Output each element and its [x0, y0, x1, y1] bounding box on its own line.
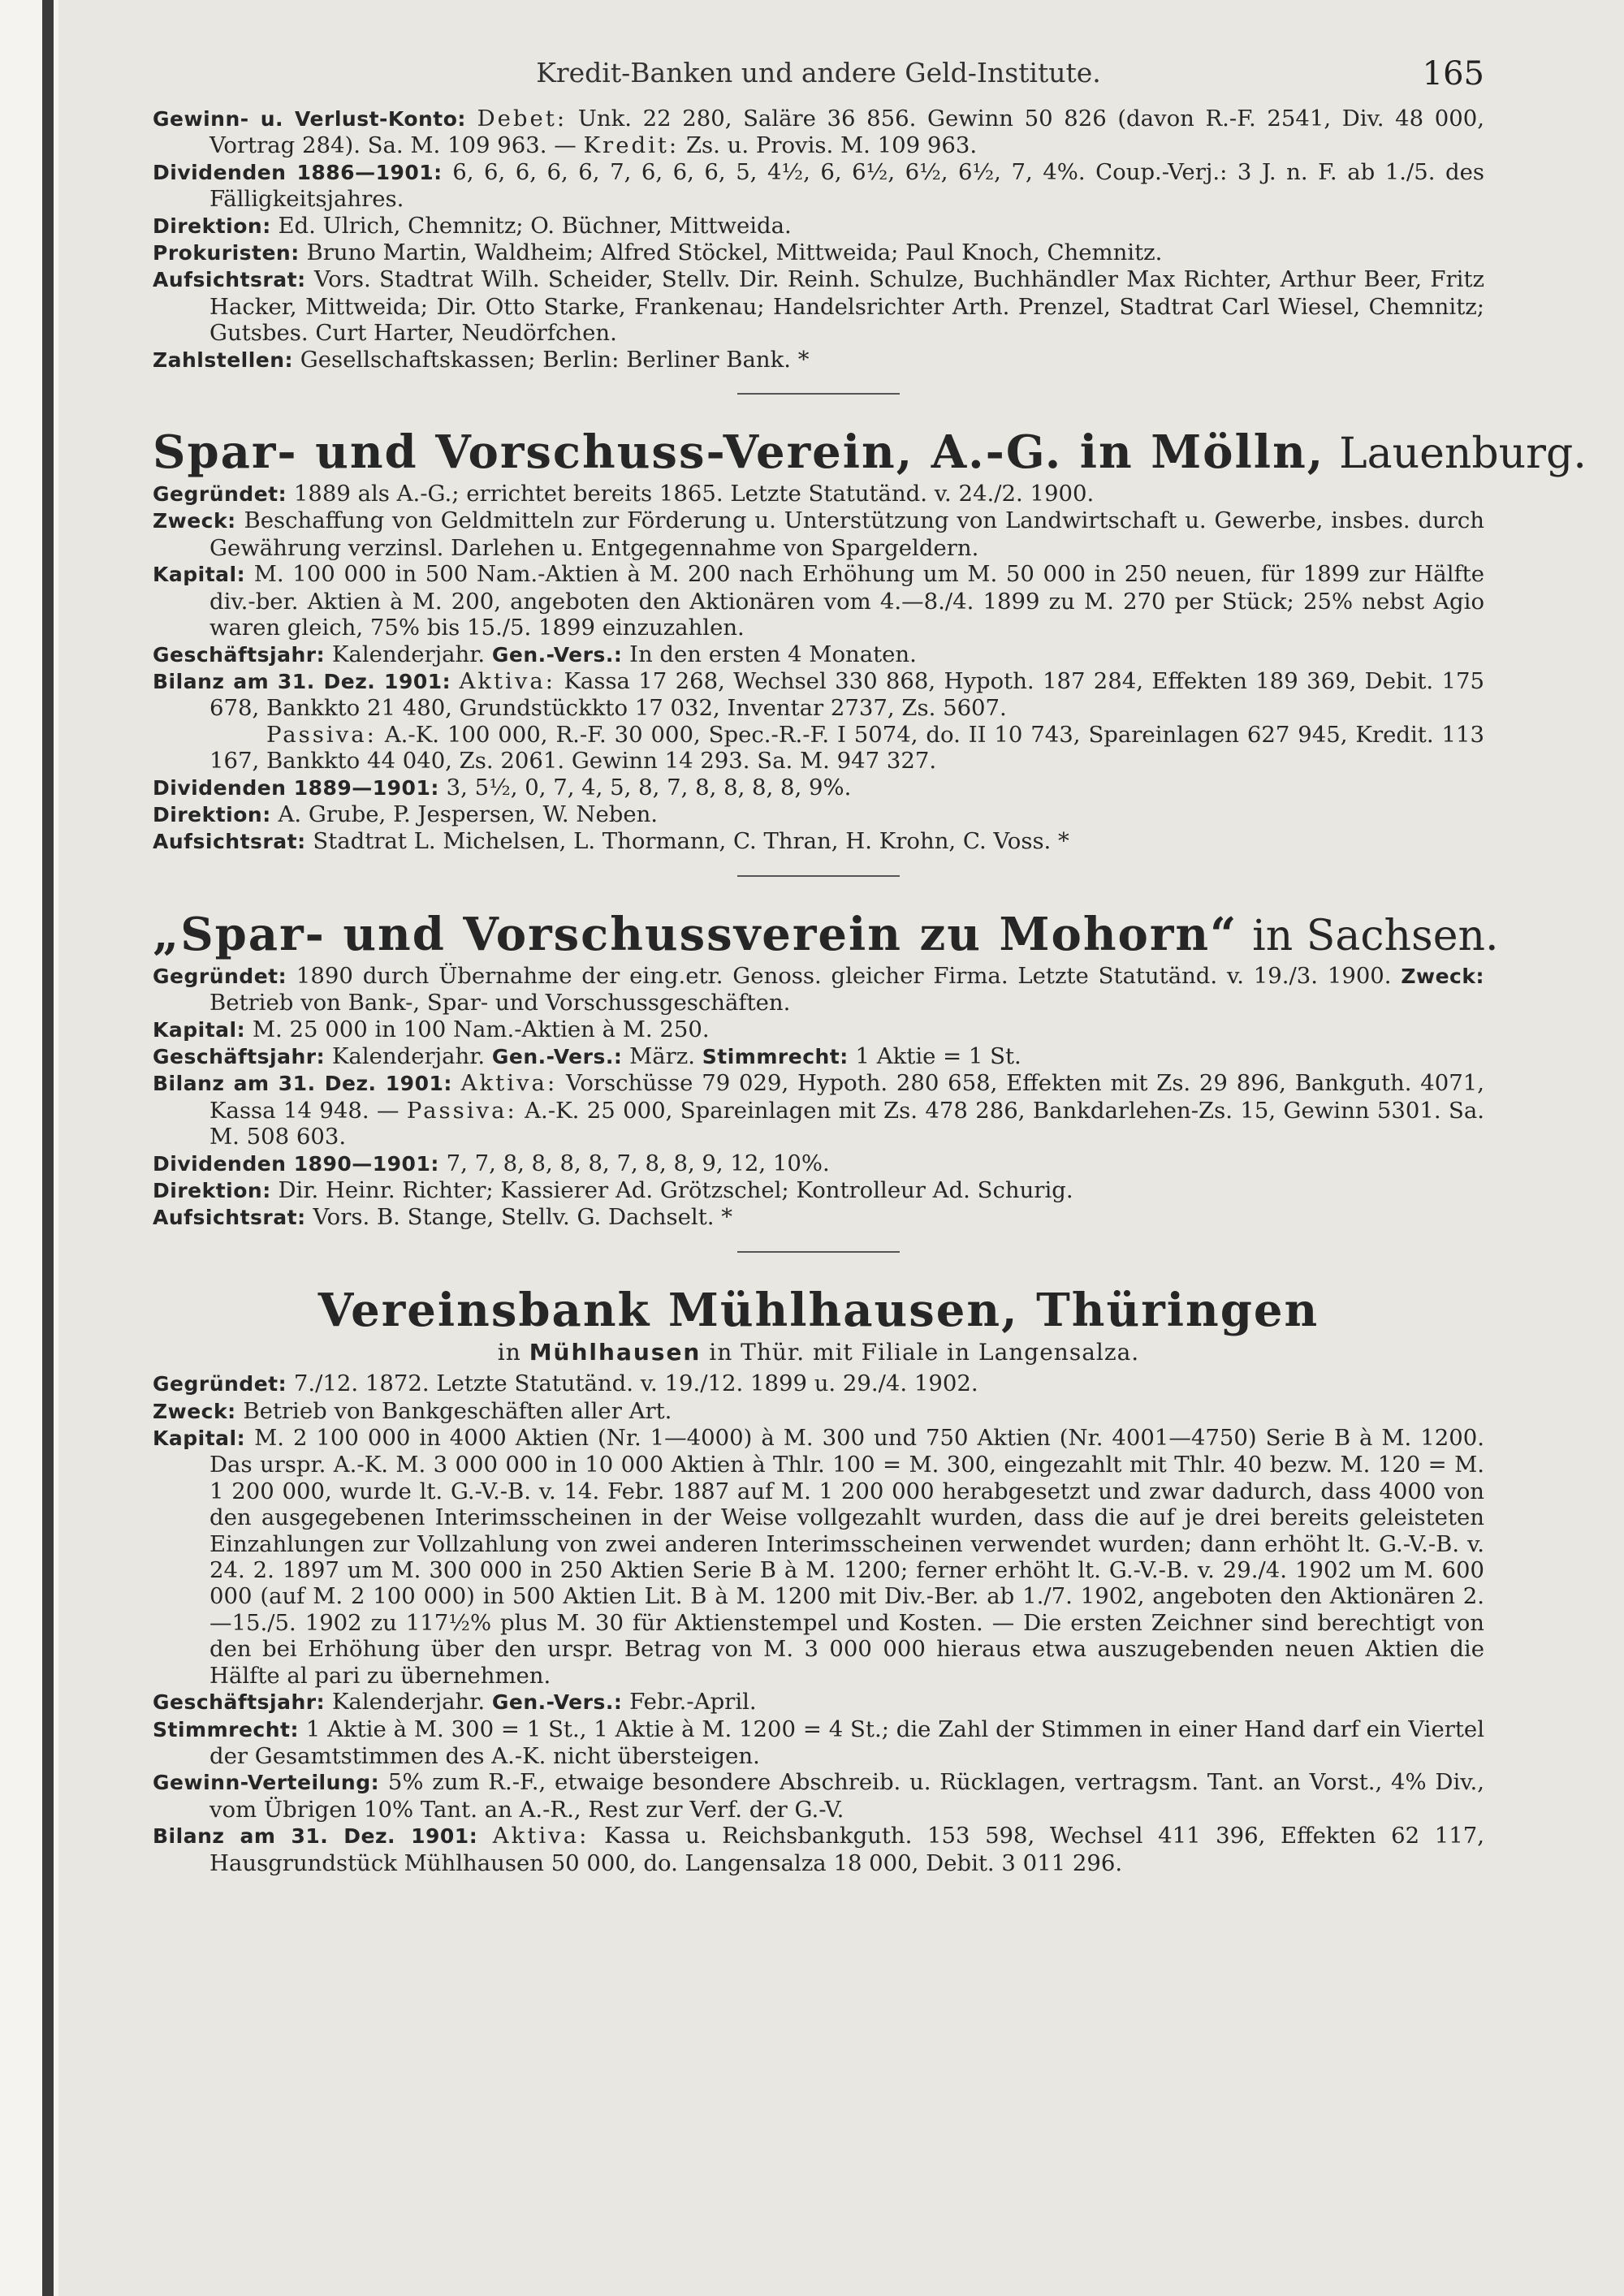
- stimmrecht: Stimmrecht: 1 Aktie à M. 300 = 1 St., 1 Aktie à M. 1200 = 4 St.; die Zahl der Stimmen in einer Hand darf ein Viertel der Gesamtstimmen des A.-K. nicht übersteigen.: [153, 1716, 1484, 1769]
- entry-mohorn: [153, 907, 1499, 1232]
- entry-title: Vereinsbank Mühlhausen, Thüringen: [317, 1283, 1320, 1337]
- gegruendet: Gegründet: 7./12. 1872. Letzte Statutänd. v. 19./12. 1899 u. 29./4. 1902.: [153, 1370, 978, 1397]
- aufsichtsrat: Aufsichtsrat: Vors. B. Stange, Stellv. G. Dachselt. *: [153, 1204, 733, 1231]
- geschaeftsjahr: Geschäftsjahr: Kalenderjahr. Gen.-Vers.: In den ersten 4 Monaten.: [153, 641, 917, 667]
- entry-muehlhausen: [153, 1284, 1484, 1876]
- entry-continuation: [153, 106, 1484, 373]
- page-number: 165: [1422, 55, 1484, 93]
- geschaeftsjahr: Geschäftsjahr: Kalenderjahr. Gen.-Vers.: März. Stimmrecht: 1 Aktie = 1 St.: [153, 1042, 1021, 1069]
- section-divider: [737, 875, 900, 877]
- entry-title: „Spar- und Vorschussverein zu Mohorn“ in Sachsen.: [153, 907, 1499, 961]
- bilanz: Bilanz am 31. Dez. 1901: Aktiva: Vorschüsse 79 029, Hypoth. 280 658, Effekten mit Zs. 29 896, Bankguth. 4071, Kassa 14 948. — Passiva: A.-K. 25 000, Spareinlagen mit Zs. 478 286, Bankdarlehen-Zs. 15, Gewinn 5301. Sa. M. 508 603.: [153, 1070, 1485, 1150]
- geschaeftsjahr: Geschäftsjahr: Kalenderjahr. Gen.-Vers.: Febr.-April.: [153, 1689, 757, 1716]
- zweck: Zweck: Beschaffung von Geldmitteln zur Förderung u. Unterstützung von Landwirtschaft u. Gewerbe, insbes. durch Gewährung verzinsl. Darlehen u. Entgegennahme von Spargeldern.: [153, 507, 1485, 561]
- direktion: Direktion: Dir. Heinr. Richter; Kassierer Ad. Grötzschel; Kontrolleur Ad. Schurig.: [153, 1177, 1073, 1203]
- kapital: Kapital: M. 2 100 000 in 4000 Aktien (Nr. 1—4000) à M. 300 und 750 Aktien (Nr. 4001—4750) Serie B à M. 1200. Das urspr. A.-K. M. 3 000 000 in 10 000 Aktien à Thlr. 100 = M. 300, eingezahlt mit Thlr. 40 bezw. M. 120 = M. 1 200 000, wurde lt. G.-V.-B. v. 14. Febr. 1887 auf M. 1 200 000 herabgesetzt und zwar dadurch, dass 4000 von den ausgegebenen Interimsscheinen in der Weise vollgezahlt wurden, dass die auf je drei bereits geleisteten Einzahlungen zur Vollzahlung von zwei anderen Interimsscheinen verwendet wurden; dann erhöht lt. G.-V.-B. v. 24. 2. 1897 um M. 300 000 in 250 Aktien Serie B à M. 1200; ferner erhöht lt. G.-V.-B. v. 29./4. 1902 um M. 600 000 (auf M. 2 100 000) in 500 Aktien Lit. B à M. 1200 mit Div.-Ber. ab 1./7. 1902, angeboten den Aktionären 2.—15./5. 1902 zu 117½% plus M. 30 für Aktienstempel und Kosten. — Die ersten Zeichner sind berechtigt von den bei Erhöhung über den urspr. Betrag von M. 3 000 000 hieraus etwa auszugebenden neuen Aktien die Hälfte al pari zu übernehmen.: [153, 1425, 1484, 1689]
- prokuristen: Prokuristen: Bruno Martin, Waldheim; Alfred Stöckel, Mittweida; Paul Knoch, Chemnitz.: [153, 240, 1163, 266]
- direktion: Direktion: Ed. Ulrich, Chemnitz; O. Büchner, Mittweida.: [153, 212, 792, 239]
- binding-rule: [42, 0, 54, 2296]
- section-divider: [737, 393, 900, 395]
- aufsichtsrat: Aufsichtsrat: Vors. Stadtrat Wilh. Scheider, Stellv. Dir. Reinh. Schulze, Buchhändler Max Richter, Arthur Beer, Fritz Hacker, Mittweida; Dir. Otto Starke, Frankenau; Handelsrichter Arth. Prenzel, Stadtrat Carl Wiesel, Chemnitz; Gutsbes. Curt Harter, Neudörfchen.: [153, 266, 1484, 347]
- entry-title: Spar- und Vorschuss-Verein, A.-G. in Mölln, Lauenburg.: [153, 425, 1587, 480]
- gegruendet: Gegründet: 1890 durch Übernahme der eing.etr. Genoss. gleicher Firma. Letzte Statutänd. v. 19./3. 1900. Zweck: Betrieb von Bank-, Spar- und Vorschussgeschäften.: [153, 962, 1484, 1016]
- bilanz-aktiva: Bilanz am 31. Dez. 1901: Aktiva: Kassa u. Reichsbankguth. 153 598, Wechsel 411 396, Effekten 62 117, Hausgrundstück Mühlhausen 50 000, do. Langensalza 18 000, Debit. 3 011 296.: [153, 1823, 1484, 1876]
- direktion: Direktion: A. Grube, P. Jespersen, W. Neben.: [153, 801, 659, 827]
- dividenden: Dividenden 1886—1901: 6, 6, 6, 6, 6, 7, 6, 6, 6, 5, 4½, 6, 6½, 6½, 6½, 7, 4%. Coup.-Verj.: 3 J. n. F. ab 1./5. des Fälligkeitsjahres.: [153, 158, 1484, 213]
- gewinn-verteilung: Gewinn-Verteilung: 5% zum R.-F., etwaige besondere Abschreib. u. Rücklagen, vertragsm. Tant. an Vorst., 4% Div., vom Übrigen 10% Tant. an A.-R., Rest zur Verf. der G.-V.: [153, 1769, 1484, 1823]
- bilanz-aktiva: Bilanz am 31. Dez. 1901: Aktiva: Kassa 17 268, Wechsel 330 868, Hypoth. 187 284, Effekten 189 369, Debit. 175 678, Bankkto 21 480, Grundstückkto 17 032, Inventar 2737, Zs. 5607.: [153, 667, 1484, 722]
- entry-subtitle: in Mühlhausen in Thür. mit Filiale in Langensalza.: [497, 1338, 1140, 1366]
- gegruendet: Gegründet: 1889 als A.-G.; errichtet bereits 1865. Letzte Statutänd. v. 24./2. 1900.: [153, 481, 1095, 507]
- dividenden: Dividenden 1889—1901: 3, 5½, 0, 7, 4, 5, 8, 7, 8, 8, 8, 8, 9%.: [153, 774, 852, 801]
- kapital: Kapital: M. 25 000 in 100 Nam.-Aktien à M. 250.: [153, 1016, 710, 1042]
- zweck: Zweck: Betrieb von Bankgeschäften aller Art.: [153, 1397, 672, 1424]
- document-page: [153, 55, 1587, 1876]
- gewinn-verlust-konto: Gewinn- u. Verlust-Konto: Debet: Unk. 22 280, Saläre 36 856. Gewinn 50 826 (davon R.-F. 2541, Div. 48 000, Vortrag 284). Sa. M. 109 963. — Kredit: Zs. u. Provis. M. 109 963.: [153, 106, 1485, 159]
- kapital: Kapital: M. 100 000 in 500 Nam.-Aktien à M. 200 nach Erhöhung um M. 50 000 in 250 neuen, für 1899 zur Hälfte div.-ber. Aktien à M. 200, angeboten den Aktionären vom 4.—8./4. 1899 zu M. 270 per Stück; 25% nebst Agio waren gleich, 75% bis 15./5. 1899 einzuzahlen.: [153, 561, 1484, 641]
- section-divider: [737, 1251, 900, 1253]
- dividenden: Dividenden 1890—1901: 7, 7, 8, 8, 8, 8, 7, 8, 8, 9, 12, 10%.: [153, 1150, 830, 1176]
- aufsichtsrat: Aufsichtsrat: Stadtrat L. Michelsen, L. Thormann, C. Thran, H. Krohn, C. Voss. *: [153, 828, 1069, 855]
- running-title: Kredit-Banken und andere Geld-Institute.: [536, 57, 1101, 88]
- entry-moelln: [153, 425, 1587, 856]
- zahlstellen: Zahlstellen: Gesellschaftskassen; Berlin: Berliner Bank. *: [153, 346, 810, 373]
- bilanz-passiva: Passiva: A.-K. 100 000, R.-F. 30 000, Spec.-R.-F. I 5074, do. II 10 743, Spareinlagen 627 945, Kredit. 113 167, Bankkto 44 040, Zs. 2061. Gewinn 14 293. Sa. M. 947 327.: [209, 721, 1484, 775]
- running-head: [153, 57, 1484, 106]
